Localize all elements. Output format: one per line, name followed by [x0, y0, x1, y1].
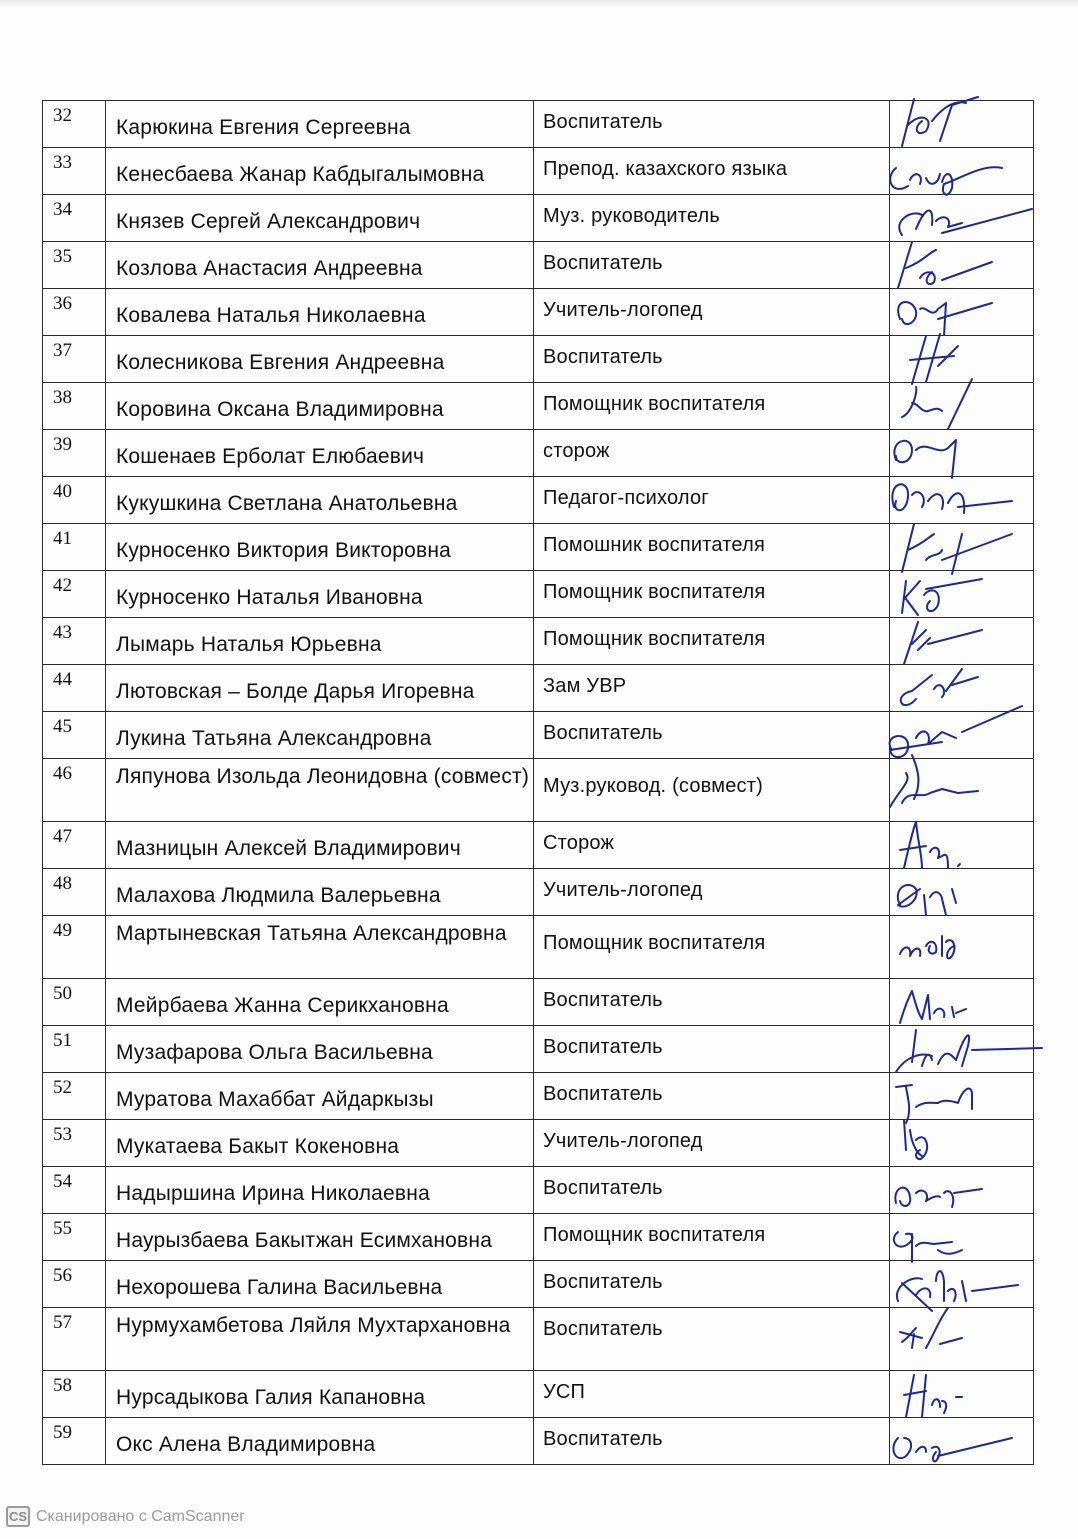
employee-name: Мейрбаева Жанна Серикхановна [106, 979, 534, 1026]
employee-name: Нехорошева Галина Васильевна [106, 1261, 534, 1308]
camscanner-watermark [6, 1506, 245, 1527]
employee-position: Помощник воспитателя [534, 1214, 890, 1261]
employee-name: Ляпунова Изольда Леонидовна (совмест) [106, 759, 534, 822]
row-number: 59 [43, 1418, 106, 1465]
employee-name: Малахова Людмила Валерьевна [106, 869, 534, 916]
employee-name: Кукушкина Светлана Анатольевна [106, 477, 534, 524]
employee-position: Воспитатель [534, 712, 890, 759]
employee-position: Помощник воспитателя [534, 916, 890, 979]
employee-position: Воспитатель [534, 242, 890, 289]
row-number: 39 [43, 430, 106, 477]
employee-name: Лымарь Наталья Юрьевна [106, 618, 534, 665]
employee-position: Препод. казахского языка [534, 148, 890, 195]
employee-name: Курносенко Виктория Викторовна [106, 524, 534, 571]
row-number: 54 [43, 1167, 106, 1214]
employee-name: Лютовская – Болде Дарья Игоревна [106, 665, 534, 712]
employee-name: Ковалева Наталья Николаевна [106, 289, 534, 336]
scanner-caption: Сканировано с CamScanner [36, 1507, 245, 1525]
row-number: 46 [43, 759, 106, 822]
row-number: 48 [43, 869, 106, 916]
table-body [43, 101, 1034, 1465]
handwritten-signature-icon [882, 906, 1052, 972]
employee-name: Наурызбаева Бакытжан Есимхановна [106, 1214, 534, 1261]
employee-name: Мазницын Алексей Владимирович [106, 822, 534, 869]
employee-position: Воспитатель [534, 1167, 890, 1214]
employee-name: Князев Сергей Александрович [106, 195, 534, 242]
employee-position: Воспитатель [534, 1308, 890, 1371]
employee-position: Учитель-логопед [534, 869, 890, 916]
employee-name: Музафарова Ольга Васильевна [106, 1026, 534, 1073]
employee-name: Нурмухамбетова Ляйля Мухтархановна [106, 1308, 534, 1371]
row-number: 37 [43, 336, 106, 383]
employee-name: Муратова Махаббат Айдаркызы [106, 1073, 534, 1120]
row-number: 50 [43, 979, 106, 1026]
row-number: 47 [43, 822, 106, 869]
row-number: 51 [43, 1026, 106, 1073]
row-number: 56 [43, 1261, 106, 1308]
employee-position: Муз. руководитель [534, 195, 890, 242]
employee-name: Колесникова Евгения Андреевна [106, 336, 534, 383]
staff-signature-table [42, 100, 1034, 1465]
employee-name: Коровина Оксана Владимировна [106, 383, 534, 430]
signature-cell [890, 1418, 1034, 1465]
employee-position: Помошник воспитателя [534, 524, 890, 571]
employee-name: Кенесбаева Жанар Кабдыгалымовна [106, 148, 534, 195]
row-number: 36 [43, 289, 106, 336]
employee-position: Помощник воспитателя [534, 383, 890, 430]
row-number: 55 [43, 1214, 106, 1261]
employee-position: Зам УВР [534, 665, 890, 712]
employee-position: Педагог-психолог [534, 477, 890, 524]
table-row [43, 1418, 1034, 1465]
employee-position: Воспитатель [534, 1026, 890, 1073]
row-number: 49 [43, 916, 106, 979]
employee-name: Мукатаева Бакыт Кокеновна [106, 1120, 534, 1167]
row-number: 38 [43, 383, 106, 430]
employee-position: УСП [534, 1371, 890, 1418]
handwritten-signature-icon [882, 1298, 1052, 1364]
row-number: 57 [43, 1308, 106, 1371]
employee-position: Учитель-логопед [534, 1120, 890, 1167]
employee-position: Воспитатель [534, 979, 890, 1026]
employee-name: Окс Алена Владимировна [106, 1418, 534, 1465]
handwritten-signature-icon [882, 1408, 1052, 1474]
employee-position: Воспитатель [534, 1418, 890, 1465]
camscanner-logo-icon: CS [6, 1506, 30, 1527]
employee-name: Мартыневская Татьяна Александровна [106, 916, 534, 979]
row-number: 45 [43, 712, 106, 759]
row-number: 40 [43, 477, 106, 524]
row-number: 35 [43, 242, 106, 289]
employee-position: Сторож [534, 822, 890, 869]
row-number: 52 [43, 1073, 106, 1120]
row-number: 42 [43, 571, 106, 618]
employee-position: сторож [534, 430, 890, 477]
employee-position: Воспитатель [534, 336, 890, 383]
employee-position: Учитель-логопед [534, 289, 890, 336]
page-edge-shade [0, 0, 1078, 8]
employee-name: Козлова Анастасия Андреевна [106, 242, 534, 289]
row-number: 33 [43, 148, 106, 195]
employee-position: Помощник воспитателя [534, 571, 890, 618]
employee-name: Нурсадыкова Галия Капановна [106, 1371, 534, 1418]
employee-position: Воспитатель [534, 1073, 890, 1120]
employee-position: Муз.руковод. (совмест) [534, 759, 890, 822]
employee-position: Помощник воспитателя [534, 618, 890, 665]
row-number: 32 [43, 101, 106, 148]
employee-name: Лукина Татьяна Александровна [106, 712, 534, 759]
employee-name: Курносенко Наталья Ивановна [106, 571, 534, 618]
employee-position: Воспитатель [534, 1261, 890, 1308]
row-number: 44 [43, 665, 106, 712]
row-number: 58 [43, 1371, 106, 1418]
row-number: 34 [43, 195, 106, 242]
handwritten-signature-icon [882, 749, 1052, 815]
employee-position: Воспитатель [534, 101, 890, 148]
row-number: 41 [43, 524, 106, 571]
row-number: 53 [43, 1120, 106, 1167]
employee-name: Кошенаев Ерболат Елюбаевич [106, 430, 534, 477]
row-number: 43 [43, 618, 106, 665]
employee-name: Надыршина Ирина Николаевна [106, 1167, 534, 1214]
employee-name: Карюкина Евгения Сергеевна [106, 101, 534, 148]
